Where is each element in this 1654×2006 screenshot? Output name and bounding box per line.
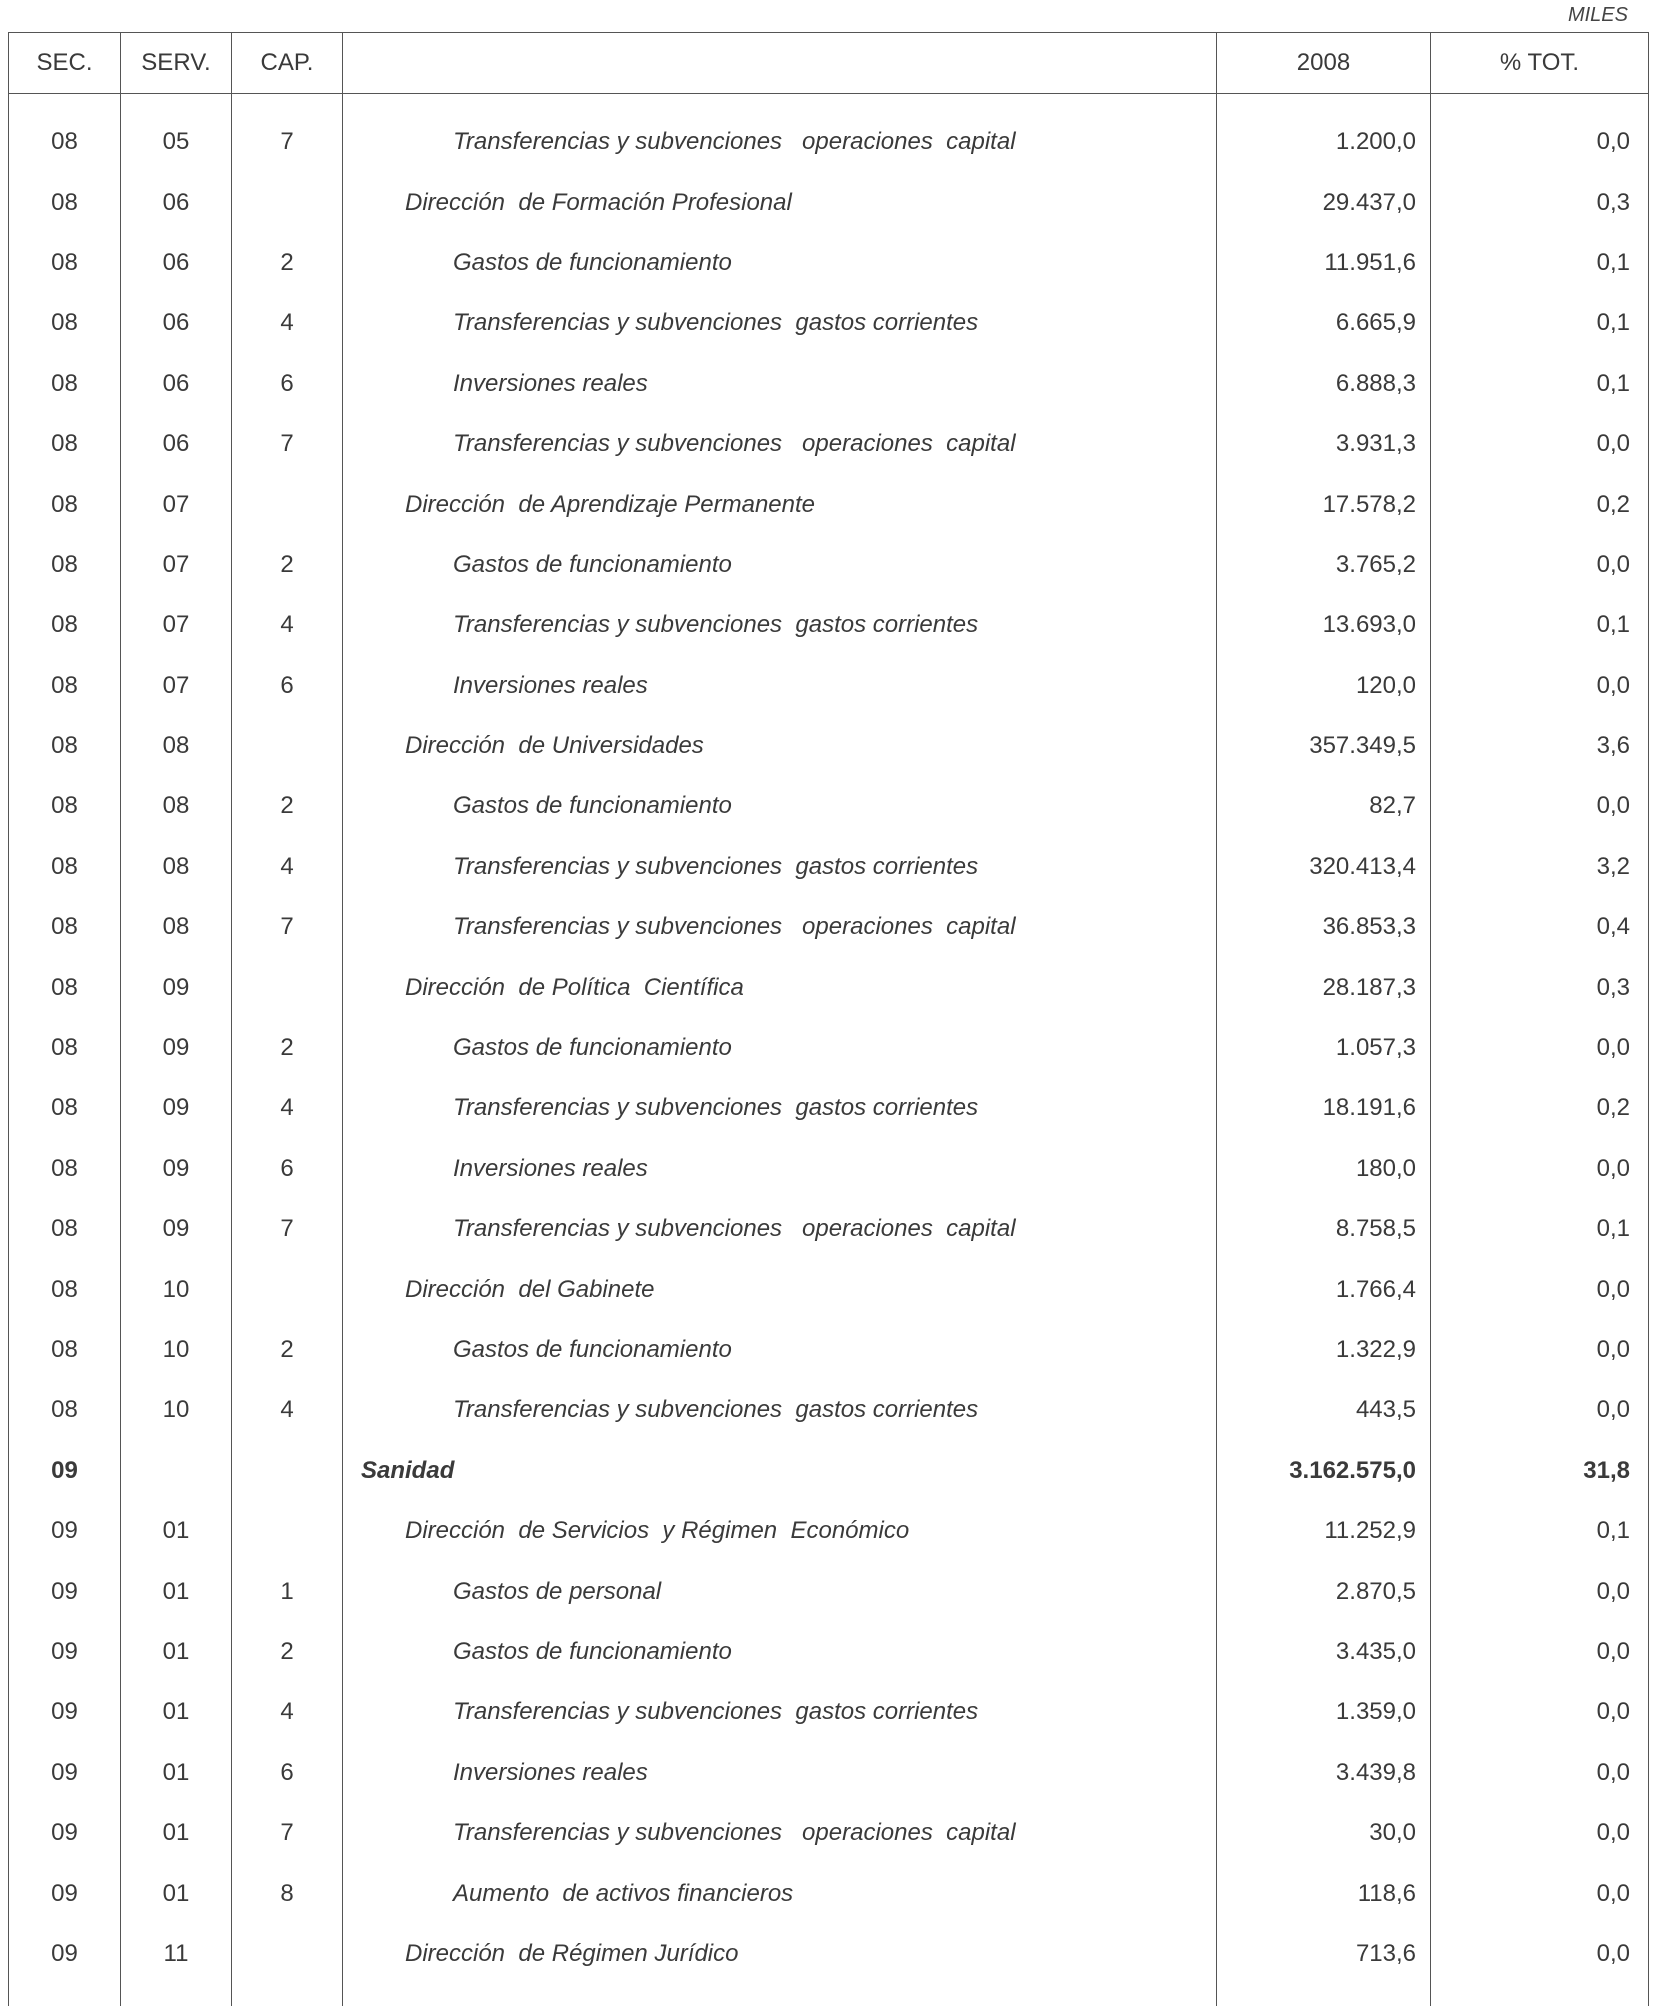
cell-sec: 08 [9,716,121,776]
cell-sec: 08 [9,776,121,836]
cell-serv: 01 [121,1682,232,1742]
cell-sec: 08 [9,837,121,897]
cell-cap: 4 [232,1078,343,1138]
cell-cap: 7 [232,897,343,957]
cell-description: Gastos de funcionamiento [343,1320,1217,1380]
cell-serv: 06 [121,233,232,293]
cell-serv: 06 [121,354,232,414]
cell-serv: 10 [121,1259,232,1319]
cell-sec: 08 [9,1078,121,1138]
cell-serv: 01 [121,1743,232,1803]
cell-sec: 08 [9,656,121,716]
cell-cap [232,716,343,776]
table-row [9,293,1649,353]
table-row [9,1803,1649,1863]
cell-pct-total: 0,0 [1431,656,1649,716]
cell-pct-total: 0,0 [1431,535,1649,595]
cell-sec: 08 [9,535,121,595]
cell-pct-total: 0,0 [1431,1924,1649,2006]
table-row [9,897,1649,957]
cell-serv: 10 [121,1320,232,1380]
cell-description: Gastos de personal [343,1561,1217,1621]
cell-amount: 3.439,8 [1217,1743,1431,1803]
cell-amount: 6.888,3 [1217,354,1431,414]
cell-sec: 08 [9,1139,121,1199]
cell-cap: 2 [232,233,343,293]
cell-description: Transferencias y subvenciones gastos corrientes [343,1380,1217,1440]
cell-amount: 3.765,2 [1217,535,1431,595]
cell-description: Transferencias y subvenciones gastos corrientes [343,1078,1217,1138]
cell-amount: 13.693,0 [1217,595,1431,655]
cell-cap: 1 [232,1561,343,1621]
cell-serv: 06 [121,414,232,474]
cell-sec: 08 [9,957,121,1017]
table-row [9,1622,1649,1682]
table-row [9,1018,1649,1078]
cell-description: Dirección de Régimen Jurídico [343,1924,1217,2006]
table-row [9,1380,1649,1440]
cell-pct-total: 0,0 [1431,1018,1649,1078]
cell-description: Dirección del Gabinete [343,1259,1217,1319]
cell-sec: 09 [9,1682,121,1742]
cell-cap: 6 [232,1743,343,1803]
cell-description: Transferencias y subvenciones gastos corrientes [343,837,1217,897]
cell-pct-total: 0,1 [1431,354,1649,414]
cell-pct-total: 0,1 [1431,1501,1649,1561]
cell-description: Gastos de funcionamiento [343,1622,1217,1682]
cell-sec: 08 [9,293,121,353]
cell-cap: 6 [232,354,343,414]
cell-cap: 4 [232,1380,343,1440]
cell-cap: 6 [232,1139,343,1199]
cell-serv: 01 [121,1863,232,1923]
table-row [9,656,1649,716]
cell-cap: 7 [232,414,343,474]
cell-sec: 08 [9,1320,121,1380]
table-row [9,1259,1649,1319]
cell-pct-total: 0,0 [1431,776,1649,836]
cell-description: Aumento de activos financieros [343,1863,1217,1923]
cell-sec: 08 [9,233,121,293]
cell-amount: 3.931,3 [1217,414,1431,474]
cell-amount: 6.665,9 [1217,293,1431,353]
cell-pct-total: 3,6 [1431,716,1649,776]
cell-serv: 08 [121,716,232,776]
cell-cap [232,172,343,232]
table-row [9,595,1649,655]
cell-amount: 3.162.575,0 [1217,1441,1431,1501]
cell-description: Transferencias y subvenciones operaciones capital [343,1199,1217,1259]
cell-sec: 09 [9,1561,121,1621]
table-row [9,94,1649,173]
cell-pct-total: 0,0 [1431,1561,1649,1621]
cell-amount: 1.057,3 [1217,1018,1431,1078]
header-serv: SERV. [121,33,232,94]
cell-cap: 8 [232,1863,343,1923]
table-row [9,414,1649,474]
cell-serv: 06 [121,172,232,232]
cell-pct-total: 0,0 [1431,1743,1649,1803]
cell-serv: 08 [121,837,232,897]
cell-sec: 09 [9,1863,121,1923]
cell-serv: 09 [121,957,232,1017]
cell-serv: 07 [121,656,232,716]
cell-description: Transferencias y subvenciones operaciones capital [343,1803,1217,1863]
cell-cap: 7 [232,1199,343,1259]
cell-sec: 08 [9,94,121,173]
cell-amount: 1.766,4 [1217,1259,1431,1319]
cell-serv: 09 [121,1018,232,1078]
cell-amount: 8.758,5 [1217,1199,1431,1259]
cell-description: Sanidad [343,1441,1217,1501]
table-row [9,1078,1649,1138]
cell-sec: 09 [9,1622,121,1682]
cell-amount: 1.359,0 [1217,1682,1431,1742]
cell-cap [232,957,343,1017]
cell-description: Inversiones reales [343,656,1217,716]
cell-description: Transferencias y subvenciones gastos corrientes [343,293,1217,353]
cell-pct-total: 0,0 [1431,94,1649,173]
cell-description: Transferencias y subvenciones operaciones capital [343,94,1217,173]
cell-amount: 118,6 [1217,1863,1431,1923]
cell-description: Dirección de Política Científica [343,957,1217,1017]
cell-serv: 09 [121,1139,232,1199]
cell-pct-total: 0,0 [1431,414,1649,474]
table-header-row [9,33,1649,94]
table-row [9,1924,1649,2006]
cell-pct-total: 3,2 [1431,837,1649,897]
budget-table [8,32,1649,2006]
units-label: MILES [1567,4,1628,26]
cell-serv: 06 [121,293,232,353]
cell-description: Transferencias y subvenciones operaciones capital [343,414,1217,474]
cell-serv: 01 [121,1501,232,1561]
cell-sec: 09 [9,1441,121,1501]
table-row [9,776,1649,836]
cell-description: Inversiones reales [343,354,1217,414]
cell-amount: 11.951,6 [1217,233,1431,293]
cell-description: Transferencias y subvenciones operaciones capital [343,897,1217,957]
header-description [343,33,1217,94]
cell-amount: 1.200,0 [1217,94,1431,173]
table-row [9,535,1649,595]
table-row [9,1501,1649,1561]
cell-cap: 2 [232,535,343,595]
header-cap: CAP. [232,33,343,94]
cell-sec: 08 [9,1199,121,1259]
cell-amount: 30,0 [1217,1803,1431,1863]
table-row [9,172,1649,232]
cell-description: Dirección de Aprendizaje Permanente [343,474,1217,534]
cell-pct-total: 0,0 [1431,1863,1649,1923]
cell-sec: 09 [9,1743,121,1803]
cell-sec: 08 [9,1380,121,1440]
cell-amount: 82,7 [1217,776,1431,836]
table-row [9,1139,1649,1199]
cell-description: Inversiones reales [343,1139,1217,1199]
cell-description: Gastos de funcionamiento [343,233,1217,293]
cell-pct-total: 0,2 [1431,1078,1649,1138]
header-year: 2008 [1217,33,1431,94]
cell-cap: 2 [232,776,343,836]
cell-pct-total: 0,1 [1431,233,1649,293]
cell-sec: 09 [9,1803,121,1863]
cell-cap: 2 [232,1018,343,1078]
cell-pct-total: 0,0 [1431,1682,1649,1742]
cell-serv: 09 [121,1078,232,1138]
table-row [9,1199,1649,1259]
cell-description: Inversiones reales [343,1743,1217,1803]
cell-cap: 6 [232,656,343,716]
cell-pct-total: 0,0 [1431,1139,1649,1199]
cell-amount: 357.349,5 [1217,716,1431,776]
cell-serv: 05 [121,94,232,173]
table-row [9,474,1649,534]
header-sec: SEC. [9,33,121,94]
cell-serv: 07 [121,595,232,655]
table-row [9,1863,1649,1923]
cell-serv: 09 [121,1199,232,1259]
cell-amount: 2.870,5 [1217,1561,1431,1621]
cell-cap: 4 [232,1682,343,1742]
cell-serv: 01 [121,1561,232,1621]
cell-cap [232,1441,343,1501]
cell-sec: 09 [9,1501,121,1561]
cell-sec: 08 [9,172,121,232]
cell-sec: 09 [9,1924,121,2006]
cell-pct-total: 31,8 [1431,1441,1649,1501]
cell-cap [232,1924,343,2006]
cell-sec: 08 [9,354,121,414]
cell-sec: 08 [9,897,121,957]
cell-pct-total: 0,4 [1431,897,1649,957]
table-row [9,1561,1649,1621]
cell-amount: 18.191,6 [1217,1078,1431,1138]
cell-amount: 320.413,4 [1217,837,1431,897]
cell-serv: 08 [121,776,232,836]
cell-cap: 4 [232,595,343,655]
cell-description: Transferencias y subvenciones gastos corrientes [343,595,1217,655]
cell-pct-total: 0,0 [1431,1803,1649,1863]
cell-amount: 443,5 [1217,1380,1431,1440]
cell-sec: 08 [9,1018,121,1078]
cell-cap: 2 [232,1622,343,1682]
cell-pct-total: 0,2 [1431,474,1649,534]
cell-description: Gastos de funcionamiento [343,535,1217,595]
cell-pct-total: 0,1 [1431,595,1649,655]
cell-cap [232,1501,343,1561]
cell-serv: 07 [121,474,232,534]
cell-pct-total: 0,1 [1431,293,1649,353]
cell-pct-total: 0,0 [1431,1259,1649,1319]
cell-amount: 17.578,2 [1217,474,1431,534]
cell-description: Dirección de Universidades [343,716,1217,776]
table-row [9,1441,1649,1501]
cell-cap: 7 [232,94,343,173]
cell-cap [232,1259,343,1319]
table-body [9,94,1649,2006]
cell-pct-total: 0,3 [1431,957,1649,1017]
cell-sec: 08 [9,474,121,534]
cell-description: Transferencias y subvenciones gastos corrientes [343,1682,1217,1742]
cell-amount: 1.322,9 [1217,1320,1431,1380]
cell-pct-total: 0,0 [1431,1622,1649,1682]
cell-serv: 07 [121,535,232,595]
cell-serv: 01 [121,1622,232,1682]
cell-pct-total: 0,1 [1431,1199,1649,1259]
table-row [9,1743,1649,1803]
cell-serv: 08 [121,897,232,957]
cell-description: Dirección de Servicios y Régimen Económico [343,1501,1217,1561]
cell-description: Gastos de funcionamiento [343,776,1217,836]
cell-pct-total: 0,3 [1431,172,1649,232]
table-row [9,957,1649,1017]
cell-cap: 7 [232,1803,343,1863]
table-row [9,1320,1649,1380]
cell-serv [121,1441,232,1501]
cell-pct-total: 0,0 [1431,1380,1649,1440]
cell-amount: 36.853,3 [1217,897,1431,957]
cell-sec: 08 [9,414,121,474]
table-row [9,716,1649,776]
cell-serv: 01 [121,1803,232,1863]
cell-amount: 28.187,3 [1217,957,1431,1017]
table-row [9,354,1649,414]
cell-cap: 4 [232,837,343,897]
cell-amount: 180,0 [1217,1139,1431,1199]
header-pct-total: % TOT. [1431,33,1649,94]
table-row [9,1682,1649,1742]
table-row [9,233,1649,293]
cell-amount: 29.437,0 [1217,172,1431,232]
table-row [9,837,1649,897]
cell-pct-total: 0,0 [1431,1320,1649,1380]
cell-amount: 120,0 [1217,656,1431,716]
cell-cap: 2 [232,1320,343,1380]
cell-description: Dirección de Formación Profesional [343,172,1217,232]
cell-serv: 11 [121,1924,232,2006]
cell-cap: 4 [232,293,343,353]
cell-cap [232,474,343,534]
cell-amount: 713,6 [1217,1924,1431,2006]
cell-sec: 08 [9,1259,121,1319]
cell-description: Gastos de funcionamiento [343,1018,1217,1078]
cell-sec: 08 [9,595,121,655]
cell-amount: 3.435,0 [1217,1622,1431,1682]
cell-amount: 11.252,9 [1217,1501,1431,1561]
cell-serv: 10 [121,1380,232,1440]
